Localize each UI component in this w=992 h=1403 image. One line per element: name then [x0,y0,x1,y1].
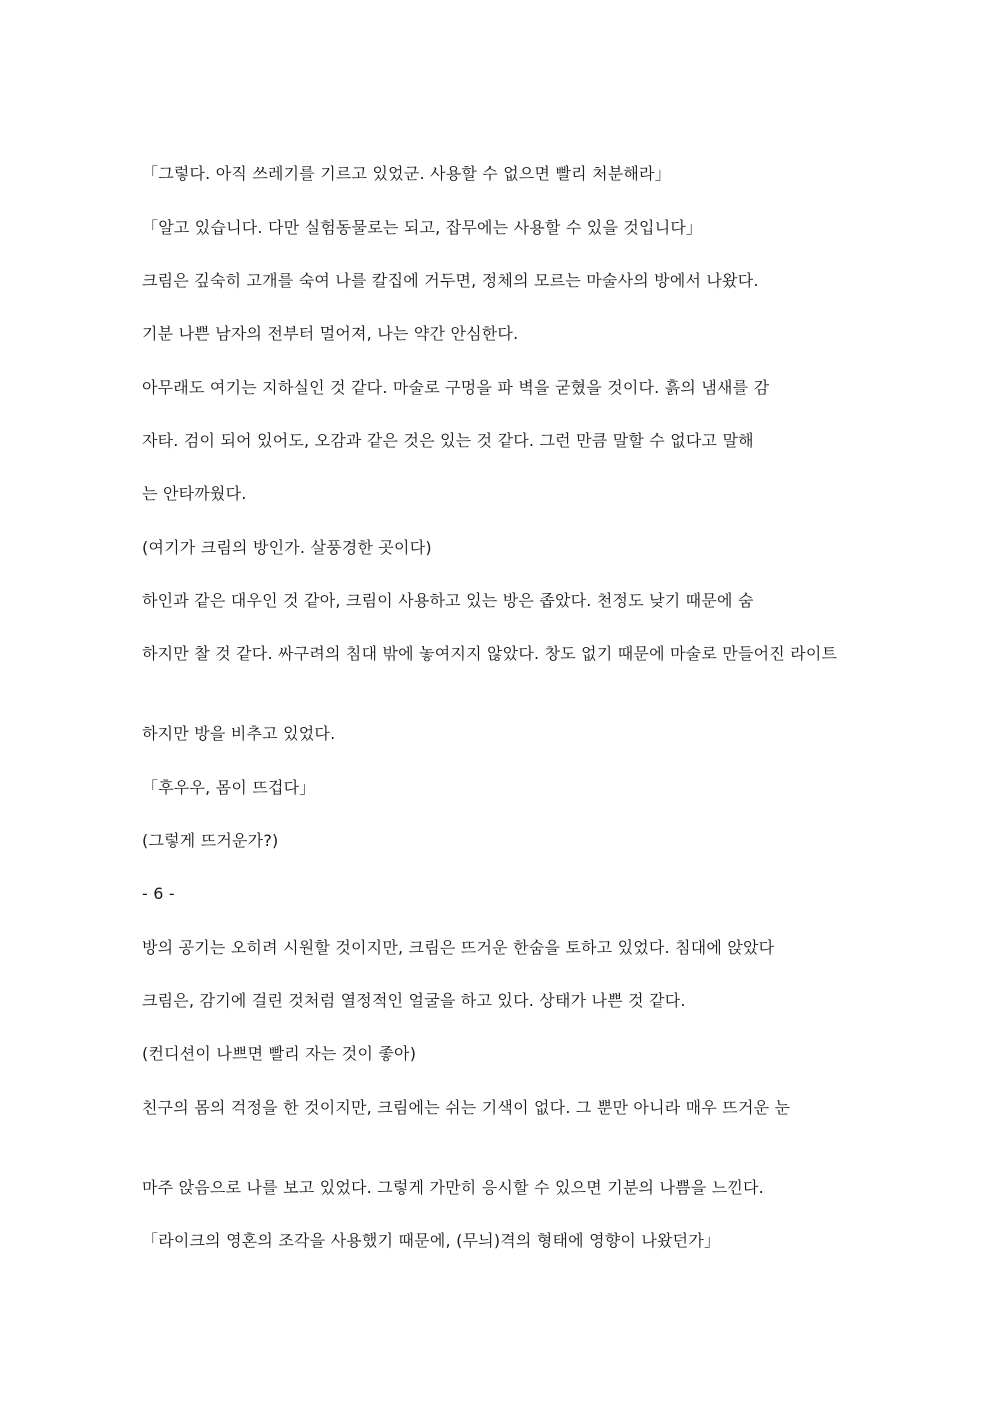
page-number: - 6 - [142,884,175,903]
paragraph-line: 크림은 깊숙히 고개를 숙여 나를 칼집에 거두면, 정체의 모르는 마술사의 방에서 나왔다. [142,271,759,290]
paragraph-line: 크림은, 감기에 걸린 것처럼 열정적인 얼굴을 하고 있다. 상태가 나쁜 것 같다. [142,991,686,1010]
paragraph-line: 마주 앉음으로 나를 보고 있었다. 그렇게 가만히 응시할 수 있으면 기분의 나쁨을 느낀다. [142,1178,764,1197]
paragraph-line: 기분 나쁜 남자의 전부터 멀어져, 나는 약간 안심한다. [142,324,519,343]
paragraph-line: (컨디션이 나쁘면 빨리 자는 것이 좋아) [142,1044,417,1063]
paragraph-line: 자타. 검이 되어 있어도, 오감과 같은 것은 있는 것 같다. 그런 만큼 말할 수 없다고 말해 [142,431,754,450]
paragraph-line: 는 안타까웠다. [142,484,247,503]
paragraph-line: 「그렇다. 아직 쓰레기를 기르고 있었군. 사용할 수 없으면 빨리 처분해라」 [142,164,671,183]
paragraph-line: 「라이크의 영혼의 조각을 사용했기 때문에, (무늬)격의 형태에 영향이 나왔던가」 [142,1231,721,1250]
paragraph-line: 친구의 몸의 걱정을 한 것이지만, 크림에는 쉬는 기색이 없다. 그 뿐만 아니라 매우 뜨거운 눈 [142,1098,791,1117]
paragraph-line: 하인과 같은 대우인 것 같아, 크림이 사용하고 있는 방은 좁았다. 천정도 낮기 때문에 숨 [142,591,754,610]
paragraph-line: (여기가 크림의 방인가. 살풍경한 곳이다) [142,538,432,557]
paragraph-line: 「알고 있습니다. 다만 실험동물로는 되고, 잡무에는 사용할 수 있을 것입니다」 [142,218,703,237]
paragraph-line: 방의 공기는 오히려 시원할 것이지만, 크림은 뜨거운 한숨을 토하고 있었다. 침대에 앉았다 [142,938,775,957]
paragraph-line: 「후우우, 몸이 뜨겁다」 [142,778,316,797]
paragraph-line: 아무래도 여기는 지하실인 것 같다. 마술로 구멍을 파 벽을 굳혔을 것이다. 흙의 냄새를 감 [142,378,770,397]
paragraph-line: (그렇게 뜨거운가?) [142,831,279,850]
paragraph-line: 하지만 찰 것 같다. 싸구려의 침대 밖에 놓여지지 않았다. 창도 없기 때문에 마술로 만들어진 라이트 [142,644,838,663]
paragraph-line: 하지만 방을 비추고 있었다. [142,724,336,743]
